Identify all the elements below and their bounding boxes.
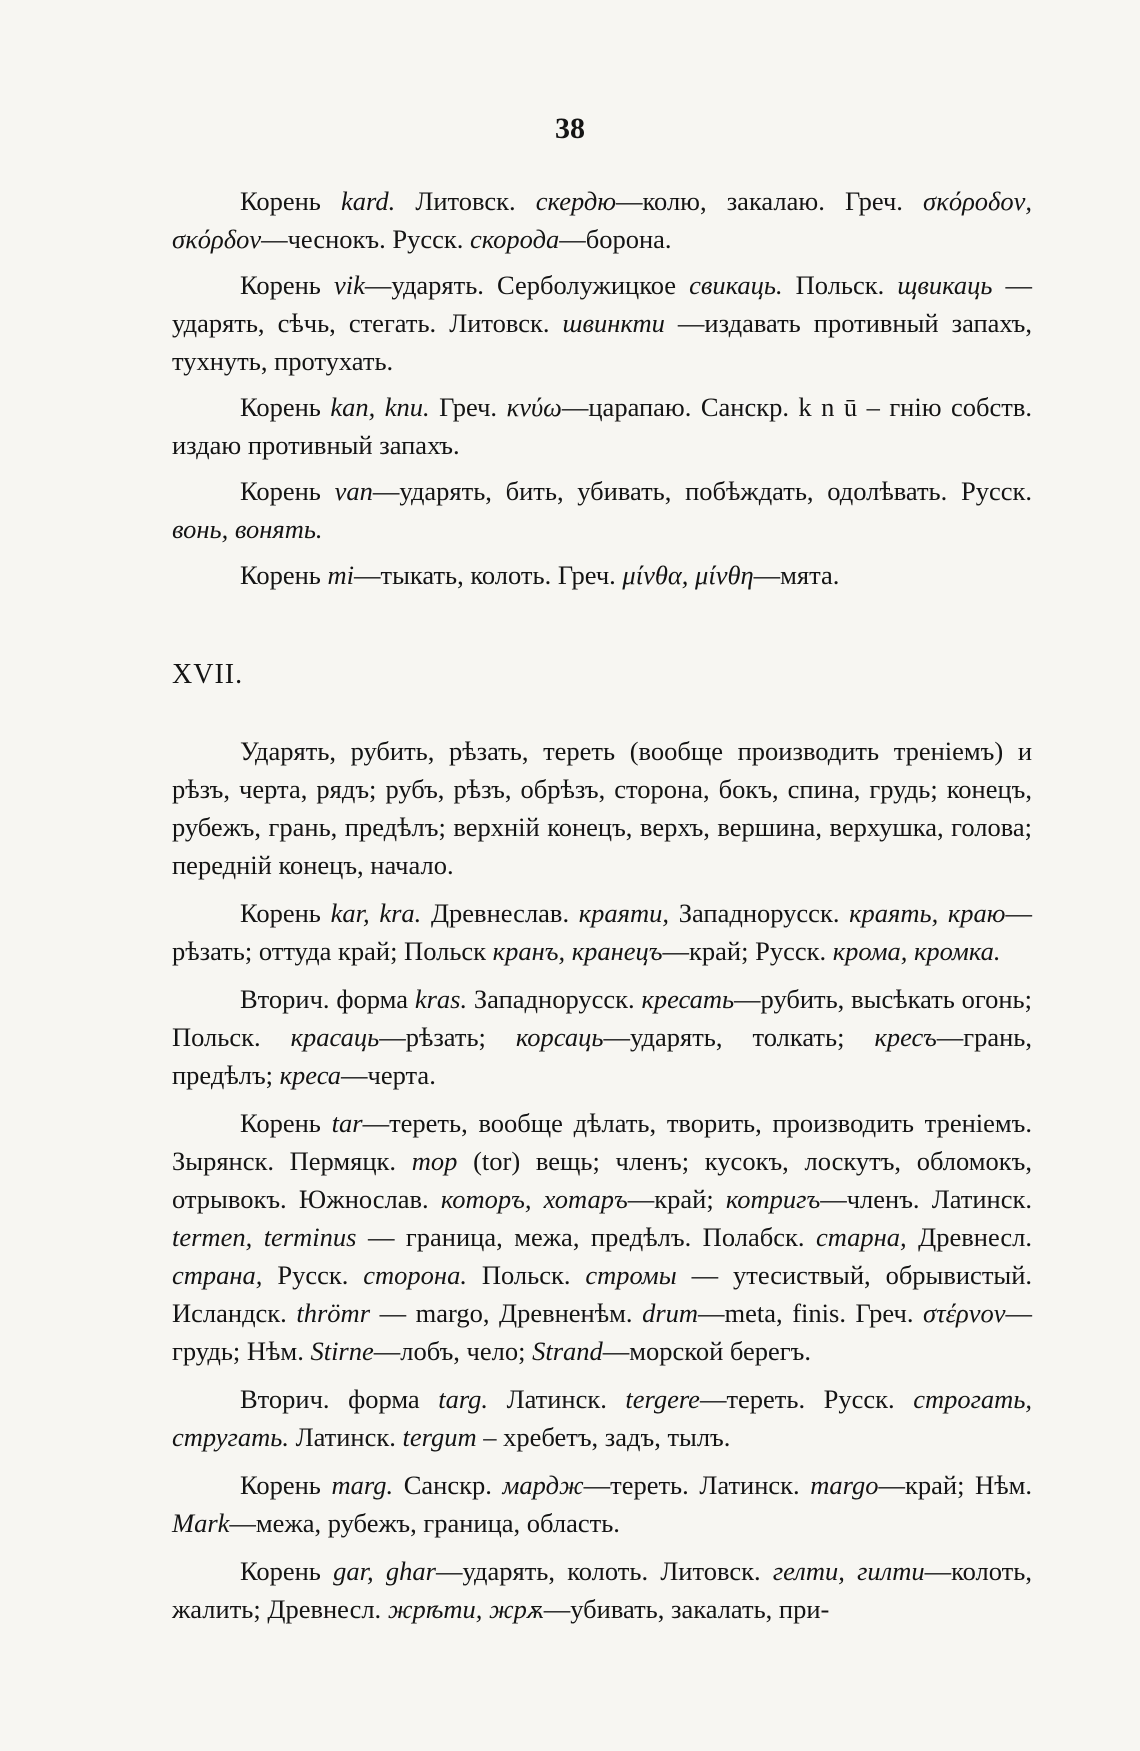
italic-term: страна, <box>172 1260 263 1290</box>
italic-term: termen, terminus <box>172 1222 357 1252</box>
italic-term: щвикаць <box>897 270 993 300</box>
italic-term: корсаць <box>515 1022 604 1052</box>
italic-term: margo <box>810 1470 879 1500</box>
italic-term: στέρνον <box>923 1298 1006 1328</box>
paragraph-tar: Корень tar—тереть, вообще дѣлать, творить, производить треніемъ. Зырянск. Пермяцк. тор (tor) вещь; членъ; кусокъ, лоскутъ, обломокъ, отрывокъ. Южнослав. которъ, хотаръ—край; котригъ—членъ. Латинск. termen, terminus — граница, межа, предѣлъ. Полабск. старна, Древнесл. страна, Русск. сторона. Польск. стромы — утесиствый, обрывистый. Исландск. thrömr — margo, Древненѣм. drum—meta, finis. Греч. στέρνον—грудь; Нѣм. Stirne—лобъ, чело; Strand—морской берегъ. <box>172 1108 1033 1366</box>
paragraph-targ: Вторич. форма targ. Латинск. tergere—тереть. Русск. строгать, стругать. Латинск. tergum – хребетъ, задъ, тылъ. <box>172 1384 1032 1452</box>
italic-term: строгать, стругать. <box>172 1384 1032 1452</box>
italic-term: tergum <box>402 1422 477 1452</box>
italic-term: Stirne <box>310 1336 374 1366</box>
italic-term: kan, knu. <box>330 392 430 422</box>
page-number: 38 <box>555 112 585 145</box>
italic-term: жрѣти, жрѫ <box>387 1594 544 1624</box>
italic-term: кресъ <box>874 1022 937 1052</box>
paragraph-kar: Корень kar, kra. Древнеслав. краяти, Западнорусск. краять, краю—рѣзать; оттуда край; Польск кранъ, кранецъ—край; Русск. крома, кромка. <box>172 898 1032 966</box>
paragraph-marg: Корень marg. Санскр. мардж—тереть. Латинск. margo—край; Нѣм. Mark—межа, рубежъ, граница, область. <box>172 1470 1032 1538</box>
italic-term: кранъ, кранецъ <box>492 936 663 966</box>
italic-term: свикаць. <box>689 270 783 300</box>
italic-term: котригъ <box>725 1184 821 1214</box>
italic-term: сторона. <box>363 1260 467 1290</box>
paragraph-gar: Корень gar, ghar—ударять, колоть. Литовск. гелти, гилти—колоть, жалить; Древнесл. жрѣти, жрѫ—убивать, закалать, при- <box>172 1556 1032 1624</box>
italic-term: drum <box>642 1298 699 1328</box>
paragraph-kan: Корень kan, knu. Греч. κνύω—царапаю. Санскр. k n ū – гнію собств. издаю противный запахъ. <box>172 392 1032 460</box>
italic-term: κνύω <box>506 392 562 422</box>
italic-term: которъ, хотаръ <box>440 1184 628 1214</box>
paragraph-kard: Корень kard. Литовск. скердю—колю, закалаю. Греч. σκόροδον, σκόρδον—чеснокъ. Русск. скорода—борона. <box>172 186 1032 254</box>
italic-term: креса <box>279 1060 342 1090</box>
italic-term: Mark <box>172 1508 230 1538</box>
paragraph-section-intro: Ударять, рубить, рѣзать, тереть (вообще производить треніемъ) и рѣзъ, черта, рядъ; рубъ, рѣзъ, обрѣзъ, сторона, бокъ, спина, грудь; конецъ, рубежъ, грань, предѣлъ; верхній конецъ, верхъ, вершина, верхушка, голова; передній конецъ, начало. <box>172 736 1032 880</box>
italic-term: швинкти <box>562 308 665 338</box>
italic-term: кресать <box>641 984 735 1014</box>
italic-term: tar <box>331 1108 363 1138</box>
italic-term: vik <box>333 270 365 300</box>
italic-term: μίνθα, μίνθη <box>622 560 754 590</box>
italic-term: thrömr <box>296 1298 371 1328</box>
italic-term: σκόροδον, σκόρδον <box>172 186 1032 254</box>
italic-term: kard. <box>341 186 396 216</box>
paragraph-mi: Корень mi—тыкать, колоть. Греч. μίνθα, μίνθη—мята. <box>240 560 840 590</box>
italic-term: targ. <box>438 1384 489 1414</box>
italic-term: вонь, вонять. <box>172 514 323 544</box>
italic-term: гелти, гилти <box>772 1556 925 1586</box>
italic-term: тор <box>411 1146 458 1176</box>
italic-term: краять, краю <box>849 898 1006 928</box>
italic-term: marg. <box>331 1470 394 1500</box>
italic-term: красаць <box>290 1022 380 1052</box>
page-text <box>172 182 1032 1638</box>
italic-term: скердю <box>535 186 617 216</box>
paragraph-vik: Корень vik—ударять. Серболужицкое свикаць. Польск. щвикаць —ударять, сѣчь, стегать. Литовск. швинкти —издавать противный запахъ, тухнуть, протухать. <box>172 270 1033 376</box>
italic-term: старна, <box>815 1222 907 1252</box>
italic-term: van <box>334 476 373 506</box>
paragraph-kras: Вторич. форма kras. Западнорусск. кресать—рубить, высѣкать огонь; Польск. красаць—рѣзать; корсаць—ударять, толкать; кресъ—грань, предѣлъ; креса—черта. <box>172 984 1032 1090</box>
italic-term: kar, kra. <box>330 898 422 928</box>
italic-term: Strand <box>532 1336 603 1366</box>
italic-term: крома, кромка. <box>832 936 1001 966</box>
italic-term: mi <box>327 560 355 590</box>
italic-term: kras. <box>414 984 468 1014</box>
paragraph-van: Корень van—ударять, бить, убивать, побѣждать, одолѣвать. Русск. вонь, вонять. <box>172 476 1032 544</box>
italic-term: tergere <box>625 1384 700 1414</box>
italic-term: краяти, <box>578 898 670 928</box>
italic-term: gar, ghar <box>333 1556 436 1586</box>
italic-term: скорода <box>470 224 560 254</box>
italic-term: стромы <box>585 1260 677 1290</box>
section-heading: XVII. <box>172 659 244 690</box>
italic-term: мардж <box>502 1470 584 1500</box>
